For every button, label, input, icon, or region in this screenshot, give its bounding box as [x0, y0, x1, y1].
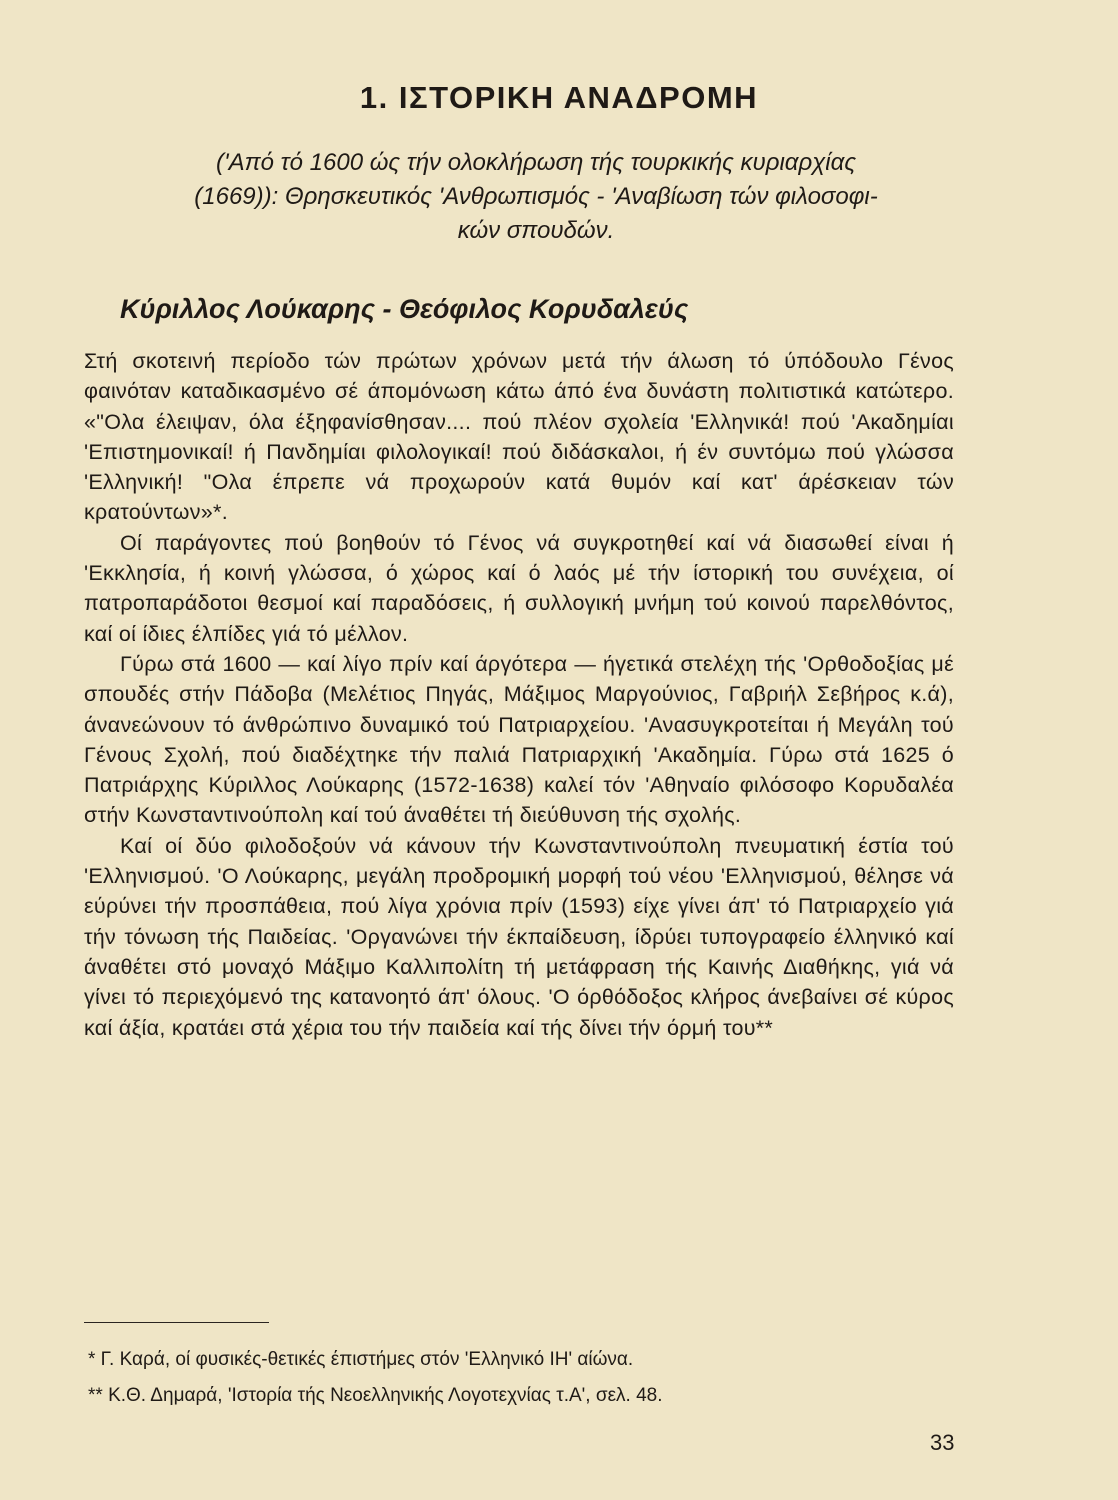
section-heading: Κύριλλος Λούκαρης - Θεόφιλος Κορυδαλεύς — [120, 294, 689, 324]
page-number: 33 — [930, 1430, 955, 1455]
subtitle-line: κών σπουδών. — [457, 217, 615, 244]
paragraph: Στή σκοτεινή περίοδο τών πρώτων χρόνων μετά τήν άλωση τό ύπόδουλο Γένος φαινόταν καταδικασμένο σέ άπομόνωση κάτω άπό ένα δυνάστη πολιτιστικά κατώτερο. «"Ολα έλειψαν, όλα έξηφανίσθησαν.... πού πλέον σχολεία 'Ελληνικά! πού 'Ακαδημίαι 'Επιστημονικαί! ή Πανδημίαι φιλολογικαί! πού διδάσκαλοι, ή έν συντόμω πού γλώσσα 'Ελληνική! "Ολα έπρεπε νά προχωρούν κατά θυμόν καί κατ' άρέσκειαν τών κρατούντων»*. — [84, 349, 954, 525]
paragraph: Γύρω στά 1600 — καί λίγο πρίν καί άργότερα — ήγετικά στελέχη τής 'Ορθοδοξίας μέ σπουδές στήν Πάδοβα (Μελέτιος Πηγάς, Μάξιμος Μαργούνιος, Γαβριήλ Σεβήρος κ.ά), άνανεώνουν τό άνθρώπινο δυναμικό τού Πατριαρχείου. 'Ανασυγκροτείται ή Μεγάλη τού Γένους Σχολή, πού διαδέχτηκε τήν παλιά Πατριαρχική 'Ακαδημία. Γύρω στά 1625 ό Πατριάρχης Κύριλλος Λούκαρης (1572-1638) καλεί τόν 'Αθηναίο φιλόσοφο Κορυδαλέα στήν Κωνσταντινούπολη καί τού άναθέτει τή διεύθυνση τής σχολής. — [84, 651, 954, 828]
chapter-subtitle — [112, 146, 960, 248]
footnote: * Γ. Καρά, οί φυσικές-θετικές έπιστήμες στόν 'Ελληνικό ΙΗ' αίώνα. — [88, 1349, 634, 1370]
paragraph: Καί οί δύο φιλοδοξούν νά κάνουν τήν Κωνσταντινούπολη πνευματική έστία τού 'Ελληνισμού. 'Ο Λούκαρης, μεγάλη προδρομική μορφή τού νέου 'Ελληνισμού, θέλησε νά εύρύνει τήν προσπάθεια, πού λίγα χρόνια πρίν (1593) είχε γίνει άπ' τό Πατριαρχείο γιά τήν τόνωση τής Παιδείας. 'Οργανώνει τήν έκπαίδευση, ίδρύει τυπογραφείο έλληνικό καί άναθέτει στό μοναχό Μάξιμο Καλλιπολίτη τή μετάφραση τής Καινής Διαθήκης, γιά νά γίνει τό περιεχόμενό της κατανοητό άπ' όλους. 'Ο όρθόδοξος κλήρος άνεβαίνει σέ κύρος καί άξία, κρατάει στά χέρια του τήν παιδεία καί τής δίνει τήν όρμή του** — [84, 833, 954, 1040]
subtitle-line: ('Από τό 1600 ώς τήν ολοκλήρωση τής τουρκικής κυριαρχίας — [216, 149, 856, 176]
paragraph: Οί παράγοντες πού βοηθούν τό Γένος νά συγκροτηθεί καί νά διασωθεί είναι ή 'Εκκλησία, ή κοινή γλώσσα, ό χώρος καί ό λαός μέ τήν ίστορική του συνέχεια, οί πατροπαράδοτοι θεσμοί καί παραδόσεις, ή συλλογική μνήμη τού κοινού παρελθόντος, καί οί ίδιες έλπίδες γιά τό μέλλον. — [84, 530, 954, 646]
subtitle-line: (1669)): Θρησκευτικός 'Ανθρωπισμός - 'Αναβίωση τών φιλοσοφι- — [194, 183, 878, 210]
footnote: ** Κ.Θ. Δημαρά, 'Ιστορία τής Νεοελληνικής Λογοτεχνίας τ.Α', σελ. 48. — [88, 1385, 663, 1406]
footnote-divider — [84, 1322, 269, 1323]
body-text — [84, 346, 954, 1043]
footnotes — [88, 1342, 663, 1414]
chapter-title: 1. ΙΣΤΟΡΙΚΗ ΑΝΑΔΡΟΜΗ — [359, 80, 759, 115]
